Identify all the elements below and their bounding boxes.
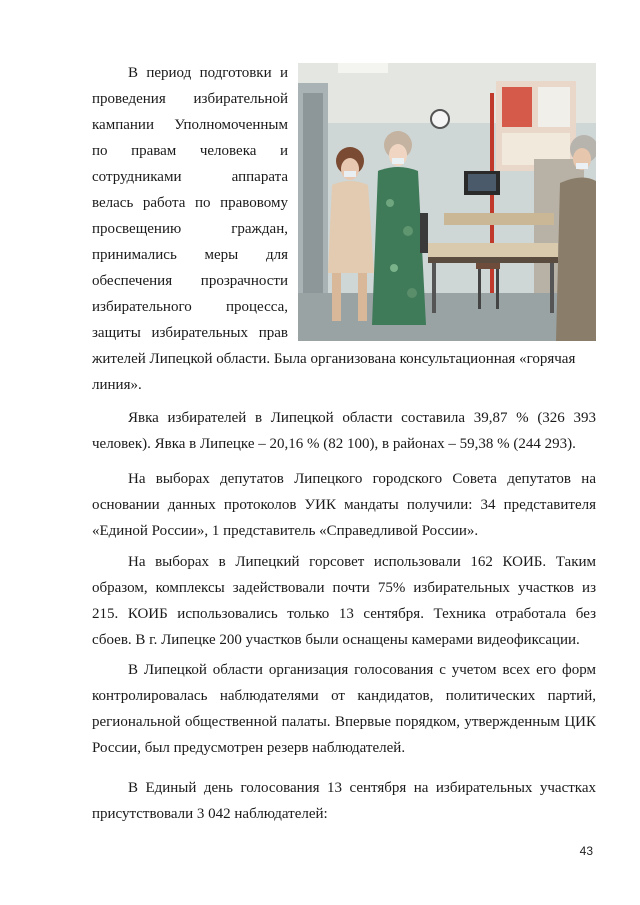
- intro-line: [92, 86, 288, 112]
- intro-continuation: [92, 346, 596, 398]
- paragraph-line: сбоев. В г. Липецке 200 участков были оснащены камерами видеофиксации.: [92, 632, 580, 648]
- intro-word: сотрудниками: [92, 169, 182, 185]
- intro-word: правовому: [220, 195, 288, 211]
- intro-line: [92, 112, 288, 138]
- intro-word: процесса,: [226, 299, 288, 315]
- intro-word: избирательной: [193, 91, 288, 107]
- polling-station-photo: [298, 63, 596, 341]
- paragraph-line: присутствовали 3 042 наблюдателей:: [92, 806, 328, 822]
- intro-word: В: [128, 65, 139, 81]
- intro-word: Уполномоченным: [174, 117, 288, 133]
- intro-word: для: [265, 247, 288, 263]
- paragraph-line: Явка избирателей в Липецкой области составила 39,87 % (326 393: [128, 410, 596, 426]
- intro-word: обеспечения: [92, 273, 173, 289]
- paragraph-line: На выборах в Липецкий горсовет использовали 162 КОИБ. Таким: [128, 554, 596, 570]
- intro-word: период: [146, 65, 192, 81]
- intro-word: просвещению: [92, 221, 182, 237]
- intro-word: избирательного: [92, 299, 192, 315]
- paragraph-line: 215. КОИБ использовались только 13 сентября. Техника отработала без: [92, 606, 596, 622]
- intro-line: [92, 242, 288, 268]
- paragraph-line: В Липецкой области организация голосования с учетом всех его форм: [128, 662, 596, 678]
- intro-line: [92, 320, 288, 346]
- intro-word: проведения: [92, 91, 166, 107]
- paragraph-2: [92, 466, 596, 544]
- intro-word: подготовки: [199, 65, 272, 81]
- intro-line: [92, 60, 288, 86]
- intro-continuation-line-2: линия».: [92, 377, 142, 393]
- paragraph-line: основании данных протоколов УИК мандаты получили: 34 представителя: [92, 497, 596, 513]
- intro-word: по: [194, 195, 211, 211]
- paragraph-line: «Единой России», 1 представитель «Справедливой России».: [92, 523, 479, 539]
- paragraph-line: человек). Явка в Липецке – 20,16 % (82 100), в районах – 59,38 % (244 293).: [92, 436, 576, 452]
- paragraph-line: образом, комплексы задействовали почти 75% избирательных участков из: [92, 580, 596, 596]
- photo-illustration: [298, 63, 596, 341]
- intro-word: аппарата: [231, 169, 288, 185]
- intro-line: [92, 216, 288, 242]
- intro-line: [92, 294, 288, 320]
- intro-word: меры: [204, 247, 239, 263]
- intro-word: и: [279, 143, 288, 159]
- paragraph-5: [92, 775, 596, 827]
- intro-word: принимались: [92, 247, 177, 263]
- intro-line: [92, 268, 288, 294]
- intro-line: [92, 138, 288, 164]
- intro-continuation-line-1: [92, 346, 596, 372]
- paragraph-line: региональной общественной палаты. Впервые порядком, утвержденным ЦИК: [92, 714, 596, 730]
- line-text: жителей Липецкой области. Была организована консультационная «горячая: [92, 351, 576, 367]
- intro-line: [92, 190, 288, 216]
- page-number: 43: [579, 844, 593, 858]
- paragraph-line: На выборах депутатов Липецкого городского Совета депутатов на: [128, 471, 596, 487]
- intro-word: кампании: [92, 117, 154, 133]
- intro-word: работа: [142, 195, 186, 211]
- intro-word: прозрачности: [200, 273, 288, 289]
- paragraph-line: контролировалась наблюдателями от кандидатов, политических партий,: [92, 688, 596, 704]
- intro-text-column: [92, 60, 288, 346]
- intro-word: велась: [92, 195, 134, 211]
- intro-word: человека: [199, 143, 257, 159]
- intro-line: [92, 164, 288, 190]
- paragraph-line: В Единый день голосования 13 сентября на избирательных участках: [128, 780, 596, 796]
- intro-word: защиты: [92, 325, 141, 341]
- intro-word: граждан,: [231, 221, 288, 237]
- paragraph-1: [92, 405, 596, 457]
- intro-word: и: [279, 65, 288, 81]
- intro-word: по: [92, 143, 108, 159]
- paragraph-line: России, был предусмотрен резерв наблюдателей.: [92, 740, 406, 756]
- paragraph-3: [92, 549, 596, 653]
- intro-word: правам: [131, 143, 177, 159]
- intro-word: избирательных: [151, 325, 249, 341]
- paragraph-4: [92, 657, 596, 761]
- intro-word: прав: [258, 325, 288, 341]
